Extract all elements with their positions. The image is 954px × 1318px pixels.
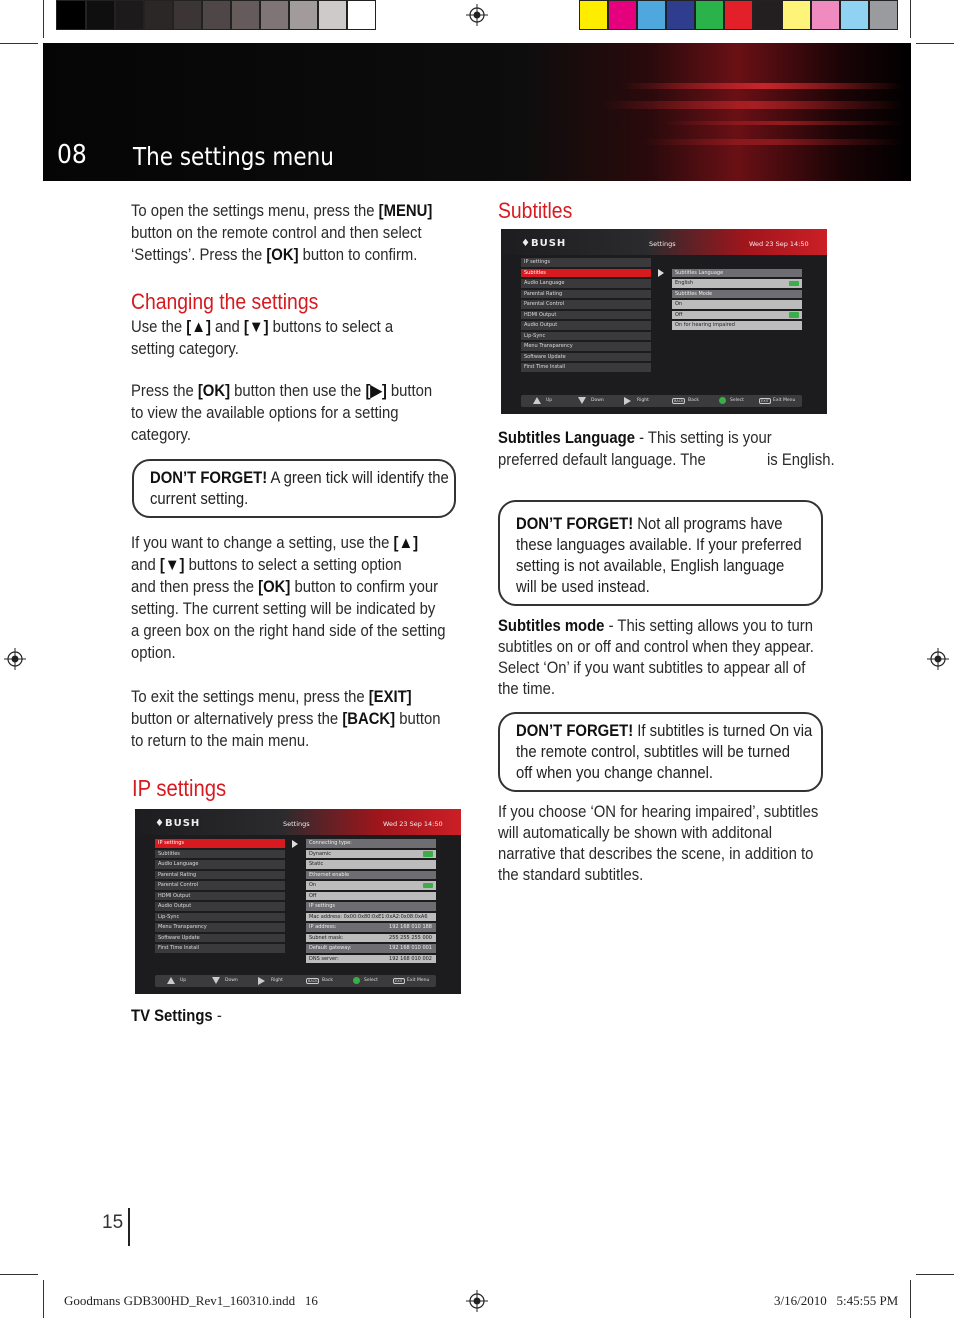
bush-logo: ♦BUSH bbox=[155, 818, 201, 829]
ip-settings-screenshot bbox=[135, 809, 461, 994]
print-slug-filename: Goodmans GDB300HD_Rev1_160310.indd 16 bbox=[64, 1293, 318, 1308]
ip-settings-heading: IP settings bbox=[132, 775, 227, 801]
print-slug-timestamp: 3/16/2010 5:45:55 PM bbox=[774, 1293, 899, 1308]
dont-forget-note: DON’T FORGET! If subtitles is turned On via the remote control, subtitles will be turned off when you change channel. bbox=[498, 712, 823, 792]
select-button-icon bbox=[353, 977, 360, 984]
tv-option: English bbox=[672, 279, 802, 288]
tv-menu-item: HDMI Output bbox=[521, 311, 651, 320]
tv-option: Off bbox=[672, 311, 802, 320]
changing-settings-heading: Changing the settings bbox=[131, 289, 319, 314]
tv-option: On bbox=[672, 300, 802, 309]
registration-mark-icon bbox=[466, 4, 488, 26]
tick-icon bbox=[789, 281, 799, 287]
right-arrow-icon bbox=[658, 269, 664, 277]
change-setting-paragraph: If you want to change a setting, use the [▲] and [▼] buttons to select a setting option and then press the [OK] button to confirm your setting. The current setting will be indicated by a green box on the right hand side of the setting option. bbox=[131, 534, 446, 662]
up-arrow-icon bbox=[533, 397, 541, 404]
back-key-icon: BACK bbox=[308, 979, 318, 983]
tv-menu-item: Parental Rating bbox=[155, 871, 285, 880]
tv-option: Static bbox=[306, 860, 436, 869]
dont-forget-note: DON’T FORGET! A green tick will identify the current setting. bbox=[132, 459, 456, 518]
tv-menu-item: Software Update bbox=[155, 934, 285, 943]
tv-screen-title: Settings bbox=[649, 240, 676, 248]
down-arrow-icon bbox=[578, 397, 586, 404]
tv-menu-item: First Time Install bbox=[521, 363, 651, 372]
bush-logo: ♦BUSH bbox=[521, 238, 567, 249]
registration-mark-icon bbox=[4, 648, 26, 670]
exit-paragraph: To exit the settings menu, press the [EXIT] button or alternatively press the [BACK] button to return to the main menu. bbox=[131, 688, 441, 750]
tv-menu-item: HDMI Output bbox=[155, 892, 285, 901]
tv-menu-item: Parental Control bbox=[155, 881, 285, 890]
up-arrow-icon bbox=[167, 977, 175, 984]
tv-option: Subtitles Language bbox=[672, 269, 802, 278]
tv-menu-item: Parental Rating bbox=[521, 290, 651, 299]
back-key-icon: BACK bbox=[674, 399, 684, 403]
chapter-number: 08 bbox=[57, 140, 87, 170]
tv-datetime: Wed 23 Sep 14:50 bbox=[383, 820, 443, 828]
tv-menu-item: Audio Output bbox=[521, 321, 651, 330]
tv-menu-item: Lip-Sync bbox=[155, 913, 285, 922]
tv-menu-item: Parental Control bbox=[521, 300, 651, 309]
tv-datetime: Wed 23 Sep 14:50 bbox=[749, 240, 809, 248]
tv-menu-item: Menu Transparency bbox=[521, 342, 651, 351]
tv-hint-bar: Up Down Right BACK Back Select EXIT Exit Menu bbox=[521, 395, 802, 407]
tv-menu-item: Software Update bbox=[521, 353, 651, 362]
tv-menu-item: Audio Output bbox=[155, 902, 285, 911]
subtitles-heading: Subtitles bbox=[498, 198, 573, 223]
tv-mac-address: Mac address: 0x00:0x80:0xE1:0xA2:0x08:0xA6 bbox=[306, 913, 436, 922]
tv-ip-row: IP address: 192 168 010 188 bbox=[306, 923, 436, 932]
subtitles-mode-paragraph: Subtitles mode - This setting allows you to turn subtitles on or off and control when they appear. Select ‘On’ if you want subtitles to appear all of the time. bbox=[498, 617, 814, 698]
tv-menu-item: Subtitles bbox=[155, 850, 285, 859]
subtitles-screenshot bbox=[501, 229, 827, 414]
page-title: The settings menu bbox=[133, 142, 334, 171]
tv-option: Ethernet enable bbox=[306, 871, 436, 880]
tv-menu-item: IP settings bbox=[155, 839, 285, 848]
subtitles-language-paragraph: Subtitles Language - This setting is your preferred default language. The is English. bbox=[498, 429, 835, 469]
tv-menu-item: Audio Language bbox=[155, 860, 285, 869]
tv-ip-row: DNS server: 192 168 010 002 bbox=[306, 955, 436, 964]
intro-paragraph: To open the settings menu, press the [MENU] button on the remote control and then select ‘Settings’. Press the [OK] button to confirm. bbox=[131, 202, 433, 264]
press-ok-paragraph: Press the [OK] button then use the [▶] button to view the available options for a setting category. bbox=[131, 382, 433, 444]
tv-menu-item: First Time Install bbox=[155, 944, 285, 953]
tv-option: Connecting type: bbox=[306, 839, 436, 848]
tv-menu-item: Menu Transparency bbox=[155, 923, 285, 932]
tv-option: On bbox=[306, 881, 436, 890]
tv-option: Subtitles Mode bbox=[672, 290, 802, 299]
tv-ip-row: Default gateway: 192 168 010 001 bbox=[306, 944, 436, 953]
down-arrow-icon bbox=[212, 977, 220, 984]
exit-key-icon: EXIT bbox=[761, 399, 769, 403]
tv-screen-title: Settings bbox=[283, 820, 310, 828]
tv-menu-item: IP settings bbox=[521, 258, 651, 267]
registration-mark-icon bbox=[927, 648, 949, 670]
tick-icon bbox=[789, 312, 799, 318]
tv-option: IP settings bbox=[306, 902, 436, 911]
tv-ip-row: Subnet mask: 255 255 255 000 bbox=[306, 934, 436, 943]
page-number: 15 bbox=[102, 1212, 124, 1233]
tv-menu-item: Audio Language bbox=[521, 279, 651, 288]
tv-settings-caption: TV Settings - bbox=[131, 1007, 222, 1025]
exit-key-icon: EXIT bbox=[395, 979, 403, 983]
registration-mark-icon bbox=[466, 1290, 488, 1312]
right-arrow-icon bbox=[292, 840, 298, 848]
page-number-rule bbox=[128, 1208, 130, 1246]
tv-hint-bar: Up Down Right BACK Back Select EXIT Exit Menu bbox=[155, 975, 436, 987]
dont-forget-note: DON’T FORGET! Not all programs have these languages available. If your preferred setting is not available, English language will be used instead. bbox=[498, 500, 823, 606]
select-button-icon bbox=[719, 397, 726, 404]
tv-option: Dynamic bbox=[306, 850, 436, 859]
hearing-impaired-paragraph: If you choose ‘ON for hearing impaired’, subtitles will automatically be shown with additonal narrative that describes the scene, in addition to the standard subtitles. bbox=[498, 803, 819, 884]
tick-icon bbox=[423, 851, 433, 857]
tv-option: On for hearing impaired bbox=[672, 321, 802, 330]
tv-option: Off bbox=[306, 892, 436, 901]
right-arrow-icon bbox=[258, 977, 265, 985]
changing-paragraph: Use the [▲] and [▼] buttons to select a setting category. bbox=[131, 318, 394, 358]
right-arrow-icon bbox=[624, 397, 631, 405]
tv-menu-item: Lip-Sync bbox=[521, 332, 651, 341]
tv-menu-item: Subtitles bbox=[521, 269, 651, 278]
tick-icon bbox=[423, 883, 433, 889]
